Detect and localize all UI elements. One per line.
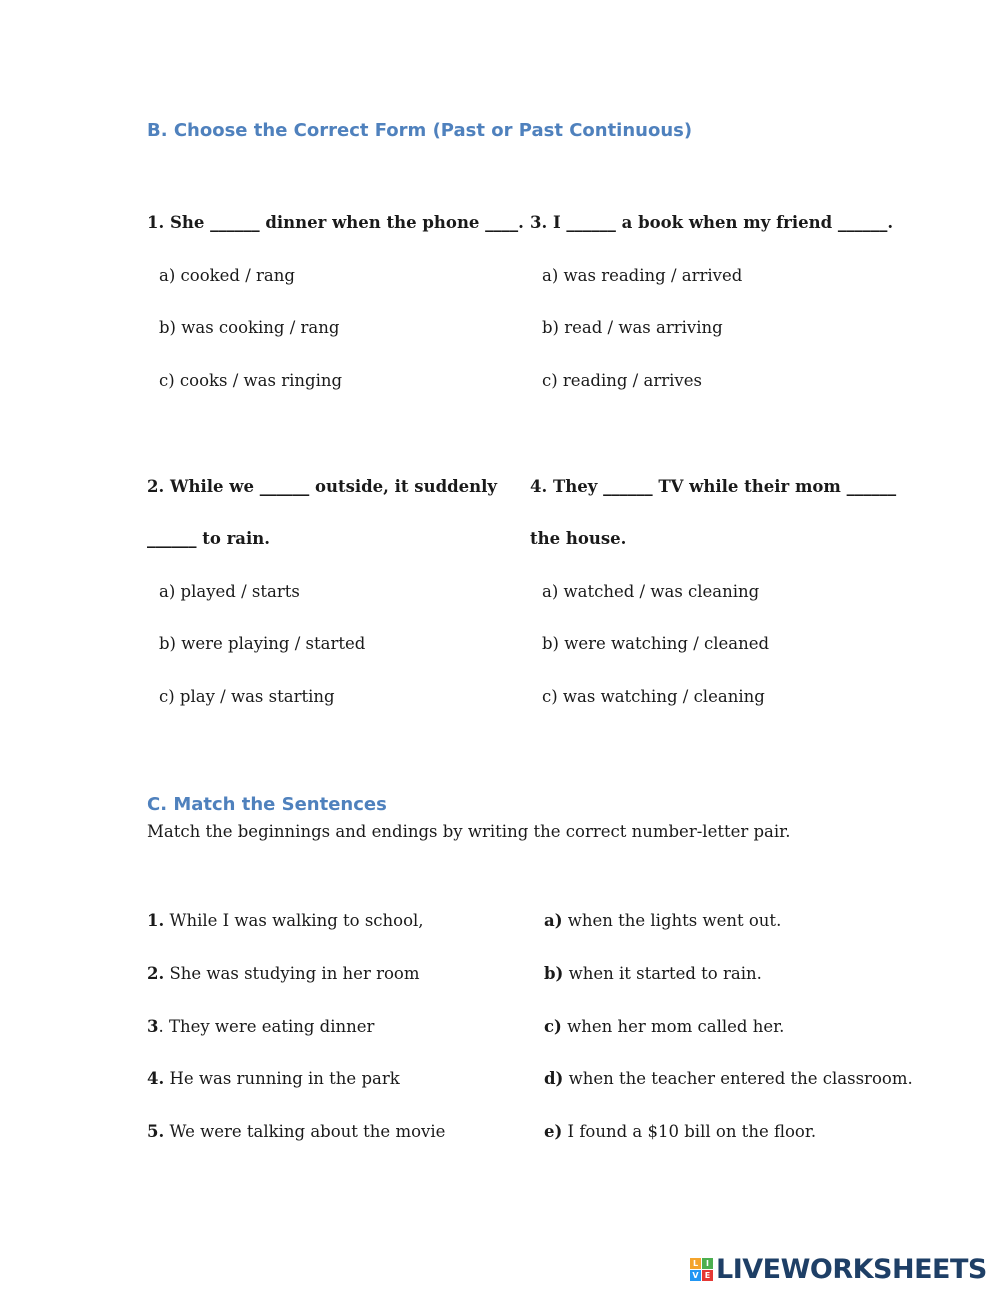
logo-tile-e: E bbox=[702, 1270, 713, 1281]
section-c-title: C. Match the Sentences bbox=[147, 794, 387, 815]
match-ending-e: e) I found a $10 bill on the floor. bbox=[544, 1122, 817, 1141]
question-4-line-2: the house. bbox=[530, 529, 627, 548]
question-4-option-a[interactable]: a) watched / was cleaning bbox=[542, 582, 760, 601]
logo-tile-i: I bbox=[702, 1258, 713, 1269]
question-2-option-b[interactable]: b) were playing / started bbox=[159, 634, 366, 653]
liveworksheets-logo[interactable] bbox=[690, 1253, 987, 1285]
match-ending-d: d) when the teacher entered the classroom. bbox=[544, 1069, 913, 1088]
question-4-option-b[interactable]: b) were watching / cleaned bbox=[542, 634, 770, 653]
section-b-title: B. Choose the Correct Form (Past or Past Continuous) bbox=[147, 120, 693, 141]
logo-tile-v: V bbox=[690, 1270, 701, 1281]
match-beginning-2: 2. She was studying in her room bbox=[147, 964, 420, 983]
question-2-option-a[interactable]: a) played / starts bbox=[159, 582, 300, 601]
logo-text: LIVEWORKSHEETS bbox=[716, 1253, 987, 1285]
question-3-option-b[interactable]: b) read / was arriving bbox=[542, 318, 723, 337]
question-1-option-c[interactable]: c) cooks / was ringing bbox=[159, 371, 343, 390]
match-beginning-1: 1. While I was walking to school, bbox=[147, 911, 424, 930]
logo-tile-l: L bbox=[690, 1258, 701, 1269]
match-ending-c: c) when her mom called her. bbox=[544, 1017, 785, 1036]
question-2-option-c[interactable]: c) play / was starting bbox=[159, 687, 335, 706]
logo-tiles-icon bbox=[690, 1258, 713, 1281]
question-1-option-b[interactable]: b) was cooking / rang bbox=[159, 318, 340, 337]
question-3: 3. I ______ a book when my friend ______. bbox=[530, 213, 894, 232]
match-ending-a: a) when the lights went out. bbox=[544, 911, 782, 930]
question-3-option-c[interactable]: c) reading / arrives bbox=[542, 371, 702, 390]
question-3-option-a[interactable]: a) was reading / arrived bbox=[542, 266, 743, 285]
match-beginning-4: 4. He was running in the park bbox=[147, 1069, 400, 1088]
question-2-line-1: 2. While we ______ outside, it suddenly bbox=[147, 477, 498, 496]
question-2-line-2: ______ to rain. bbox=[147, 529, 271, 548]
match-ending-b: b) when it started to rain. bbox=[544, 964, 762, 983]
match-beginning-5: 5. We were talking about the movie bbox=[147, 1122, 446, 1141]
question-1-option-a[interactable]: a) cooked / rang bbox=[159, 266, 295, 285]
question-1: 1. She ______ dinner when the phone ____. bbox=[147, 213, 524, 232]
match-beginning-3: 3. They were eating dinner bbox=[147, 1017, 375, 1036]
question-4-line-1: 4. They ______ TV while their mom ______ bbox=[530, 477, 897, 496]
section-c-instructions: Match the beginnings and endings by writing the correct number-letter pair. bbox=[147, 822, 791, 841]
question-4-option-c[interactable]: c) was watching / cleaning bbox=[542, 687, 765, 706]
